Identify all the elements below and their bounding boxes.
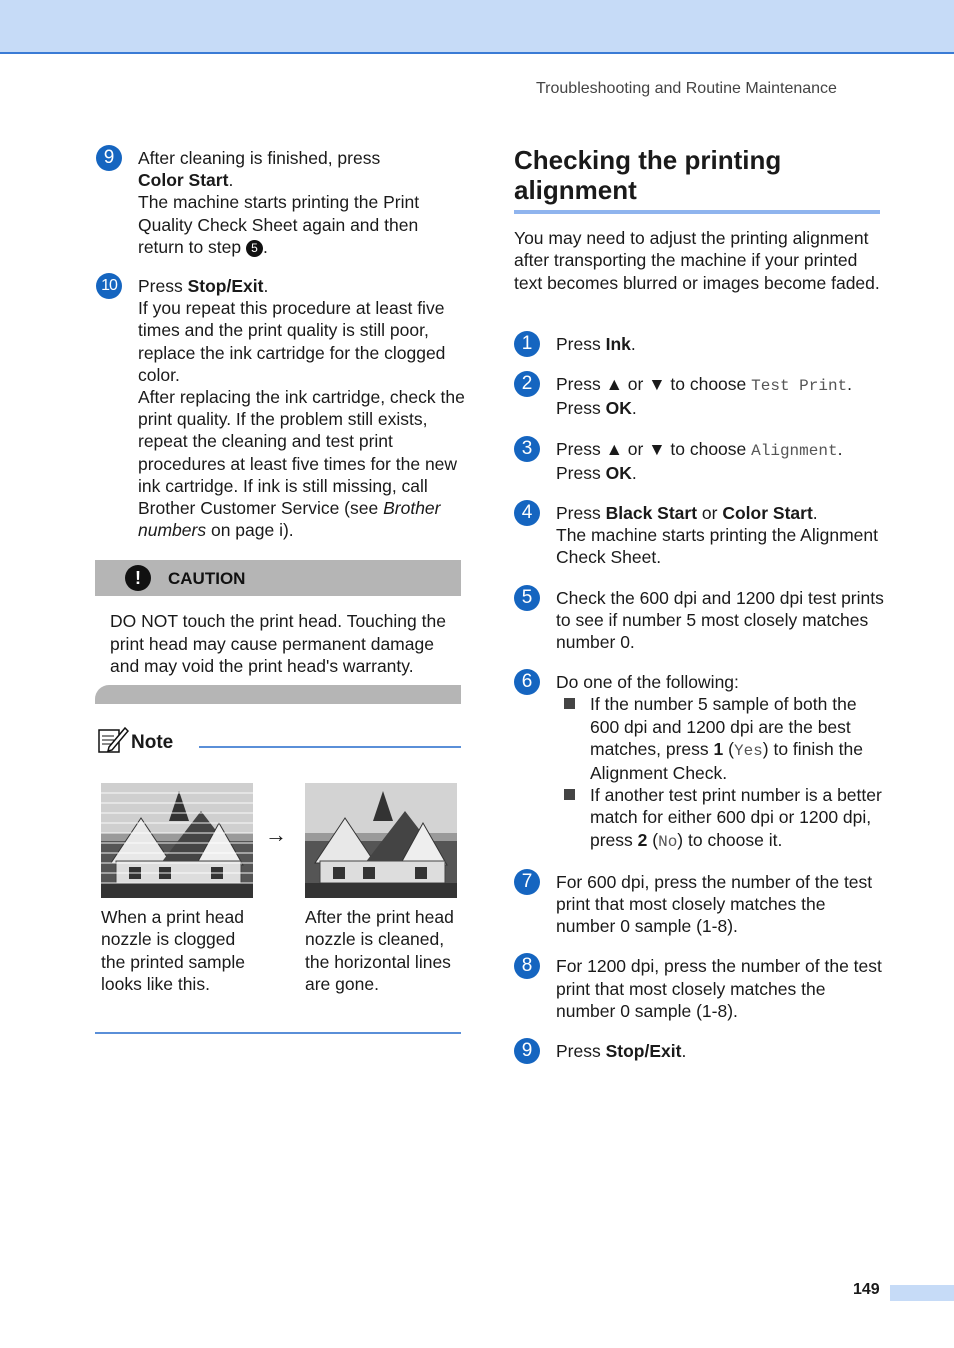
step-9: 9 Press Stop/Exit. <box>514 1040 884 1062</box>
button-name: Stop/Exit <box>605 1041 682 1062</box>
caution-title: CAUTION <box>168 569 246 588</box>
step-number-badge: 9 <box>514 1038 540 1064</box>
step-text: For 600 dpi, press the number of the test print that most closely matches the number 0 sample (1-8). <box>556 871 873 937</box>
step-text: After cleaning is finished, press <box>138 148 381 168</box>
step-number-badge: 5 <box>514 585 540 611</box>
caution-icon: ! <box>125 565 151 591</box>
step-4: 4 Press Black Start or Color Start. The machine starts printing the Alignment Check Sheet. <box>514 502 884 569</box>
step-3: 3 Press ▲ or ▼ to choose Alignment. Press OK. <box>514 438 884 484</box>
button-name: Color Start <box>138 170 229 191</box>
caution-footer-bar <box>95 685 461 704</box>
step-number-badge: 10 <box>96 273 122 299</box>
top-color-band <box>0 0 954 54</box>
step-text: After replacing the ink cartridge, check the print quality. If the problem still exists, repeat the cleaning and test print procedures at least five times for the new ink cartridge. If ink is still missing, call Brother Customer Service (see <box>138 387 465 519</box>
step-number-badge: 3 <box>514 436 540 462</box>
caution-body: DO NOT touch the print head. Touching the print head may cause permanent damage and may void the print head's warranty. <box>110 611 446 676</box>
page-number: 149 <box>853 1281 880 1298</box>
step-text: Do one of the following: <box>556 672 739 693</box>
alignment-steps <box>514 333 884 1062</box>
cleaned-sample-photo <box>305 783 457 898</box>
left-column <box>96 147 466 541</box>
step-text: If you repeat this procedure at least five times and the print quality is still poor, replace the ink cartridge for the clogged color. <box>138 298 446 385</box>
note-title: Note <box>131 732 174 753</box>
bullet-option-1: If the number 5 sample of both the 600 dpi and 1200 dpi are the best matches, press 1 (Yes) to finish the Alignment Check. <box>564 693 884 784</box>
step-7 <box>514 871 884 938</box>
section-title-rule <box>514 210 880 214</box>
step-number-badge: 6 <box>514 669 540 695</box>
note-pencil-icon <box>97 725 129 755</box>
caution-header <box>95 560 461 596</box>
step-number-badge: 1 <box>514 331 540 357</box>
running-head: Troubleshooting and Routine Maintenance <box>536 80 837 97</box>
button-name: Color Start <box>722 503 813 524</box>
note-bottom-rule <box>95 1032 461 1034</box>
caption-clogged: When a print head nozzle is clogged the printed sample looks like this. <box>101 907 245 994</box>
lcd-option: No <box>658 832 678 851</box>
step-text: The machine starts printing the Alignment Check Sheet. <box>556 525 878 568</box>
bullet-square-icon <box>564 789 575 800</box>
step-text: The machine starts printing the Print Quality Check Sheet again and then return to step <box>138 192 420 257</box>
footer-color-bar <box>890 1285 954 1301</box>
button-name: Black Start <box>605 503 698 524</box>
bullet-square-icon <box>564 698 575 709</box>
step-number-badge: 7 <box>514 869 540 895</box>
step-reference-badge: 5 <box>246 240 263 257</box>
button-name: Ink <box>605 334 631 354</box>
step-number-badge: 9 <box>96 145 122 171</box>
cross-reference: Brother numbers <box>138 498 441 541</box>
step-text: Check the 600 dpi and 1200 dpi test prints to see if number 5 most closely matches number 0. <box>556 587 884 653</box>
step-number-badge: 4 <box>514 500 540 526</box>
button-name: OK <box>605 462 632 483</box>
section-title: Checking the printing alignment <box>514 145 782 205</box>
arrow-right-icon: → <box>265 822 287 847</box>
step-text: For 1200 dpi, press the number of the test print that most closely matches the number 0 sample (1-8). <box>556 956 882 1021</box>
button-name: OK <box>605 398 632 419</box>
step-number-badge: 8 <box>514 953 540 979</box>
step-number-badge: 2 <box>514 371 540 397</box>
note-divider <box>199 746 461 748</box>
section-intro: You may need to adjust the printing alignment after transporting the machine if your printed text becomes blurred or images become faded. <box>514 228 880 293</box>
caption-cleaned: After the print head nozzle is cleaned, the horizontal lines are gone. <box>305 907 454 994</box>
step-1: 1 Press Ink. <box>514 333 884 355</box>
lcd-option: Alignment <box>751 441 838 460</box>
bullet-option-2: If another test print number is a better match for either 600 dpi or 1200 dpi, press 2 (No) to choose it. <box>564 784 884 853</box>
step-10-left: 10 Press Stop/Exit. If you repeat this procedure at least five times and the print quality is still poor, replace the ink cartridge for the clogged color. After replacing the ink cartridge, check the print quality. If the problem still exists, repeat the cleaning and test print procedures at least five times for the new ink cartridge. If ink is still missing, call Brother Customer Service (see Brother numbers on page i). <box>96 275 466 541</box>
clogged-sample-photo <box>101 783 253 898</box>
step-8 <box>514 955 884 1022</box>
step-6 <box>514 671 884 853</box>
step-9-left: 9 After cleaning is finished, press Color Start. The machine starts printing the Print Quality Check Sheet again and then return to step 5 . <box>96 147 466 258</box>
step-5 <box>514 587 884 654</box>
button-name: Stop/Exit <box>187 276 264 297</box>
lcd-option: Yes <box>733 741 763 760</box>
lcd-option: Test Print <box>751 377 848 396</box>
step-2: 2 Press ▲ or ▼ to choose Test Print. Press OK. <box>514 373 884 419</box>
